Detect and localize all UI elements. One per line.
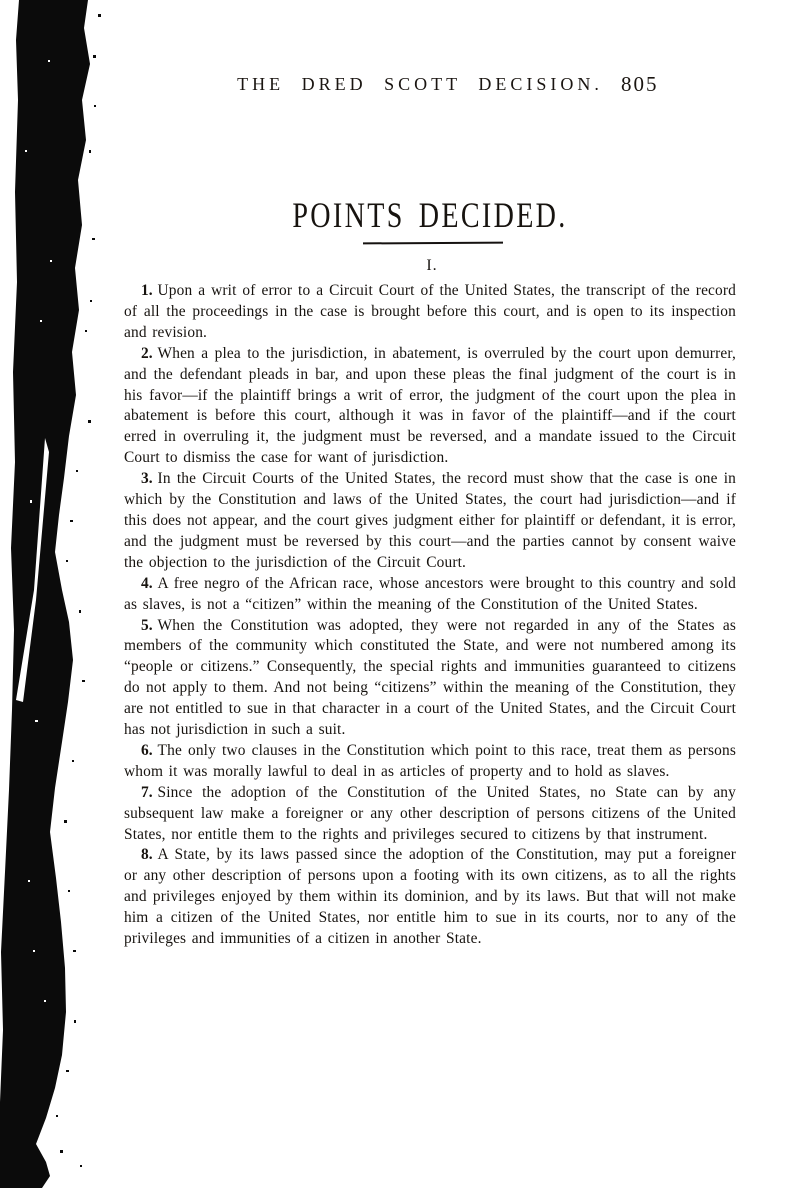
point-4-text: A free negro of the African race, whose ancestors were brought to this country and sold as slaves, is not a “citizen” within the meaning of the Constitution of the United States.: [124, 574, 736, 613]
heading-divider-rule: [363, 242, 503, 245]
scan-speckles-light: [25, 60, 54, 1102]
point-4-number: 4.: [141, 574, 153, 592]
point-4: [124, 574, 736, 616]
point-8-number: 8.: [141, 846, 153, 864]
point-2-text: When a plea to the jurisdiction, in abatement, is overruled by the court upon demurrer, and the defendant pleads in bar, and upon these pleas the final judgment of the court is in his favor—if the plaintiff brings a writ of error, the judgment of the court upon the plea in abatement is before this court, although it was in favor of the plaintiff—and if the court erred in overruling it, the judgment must be reversed, and a mandate issued to the Circuit Court to dismiss the case for want of jurisdiction.: [124, 344, 736, 467]
point-1: [124, 281, 736, 344]
point-3: [124, 469, 736, 574]
point-1-number: 1.: [141, 282, 153, 299]
section-heading: POINTS DECIDED.: [292, 195, 568, 235]
gutter-shadow: [0, 0, 90, 1188]
point-7-text: Since the adoption of the Constitution of the United States, no State can by any subsequent law make a foreigner or any other description of persons citizens of the United States, nor entitle them to the rights and privileges secured to citizens by that instrument.: [124, 783, 736, 843]
points-list: [124, 281, 736, 950]
running-head-title: THE DRED SCOTT DECISION.: [237, 74, 603, 94]
point-5: [124, 616, 736, 741]
point-6-text: The only two clauses in the Constitution which point to this race, treat them as persons whom it was morally lawful to deal in as articles of property and to hold as slaves.: [124, 741, 736, 780]
point-3-number: 3.: [141, 470, 153, 488]
point-7: [124, 783, 736, 846]
scan-speckles-dark: [56, 14, 101, 1167]
point-1-text: Upon a writ of error to a Circuit Court of the United States, the transcript of the record of all the proceedings in the case is brought before this court, and is open to its inspection and revision.: [124, 282, 736, 341]
gutter-highlight-crack: [16, 438, 49, 702]
point-8-text: A State, by its laws passed since the adoption of the Constitution, may put a foreigner or any other description of persons upon a footing with its own citizens, as to all the rights and privileges enjoyed by them within its dominion, and by its laws. But that will not make him a citizen of the United States, nor entitle him to sue in its courts, nor to any of the privileges and immunities of a citizen in another State.: [124, 846, 736, 948]
point-6: [124, 741, 736, 783]
point-8: [124, 845, 736, 950]
point-7-number: 7.: [141, 783, 153, 801]
point-2: [124, 344, 736, 469]
section-numeral: I.: [426, 257, 438, 274]
page-number: 805: [621, 72, 659, 96]
point-6-number: 6.: [141, 741, 153, 759]
point-3-text: In the Circuit Courts of the United States, the record must show that the case is one in which by the Constitution and laws of the United States, the court had jurisdiction—and if this does not appear, and the court gives judgment either for plaintiff or defendant, it is error, and the judgment must be reversed by this court—and the parties cannot by consent waive the objection to the jurisdiction of the Circuit Court.: [124, 470, 736, 571]
point-5-text: When the Constitution was adopted, they were not regarded in any of the States as members of the community which constituted the State, and were not numbered among its “people or citizens.” Consequently, the special rights and immunities guaranteed to citizens do not apply to them. And not being “citizens” within the meaning of the Constitution, they are not entitled to sue in that character in a court of the United States, and the Circuit Court has not jurisdiction in such a suit.: [124, 616, 736, 739]
point-5-number: 5.: [141, 616, 153, 634]
point-2-number: 2.: [141, 344, 153, 362]
